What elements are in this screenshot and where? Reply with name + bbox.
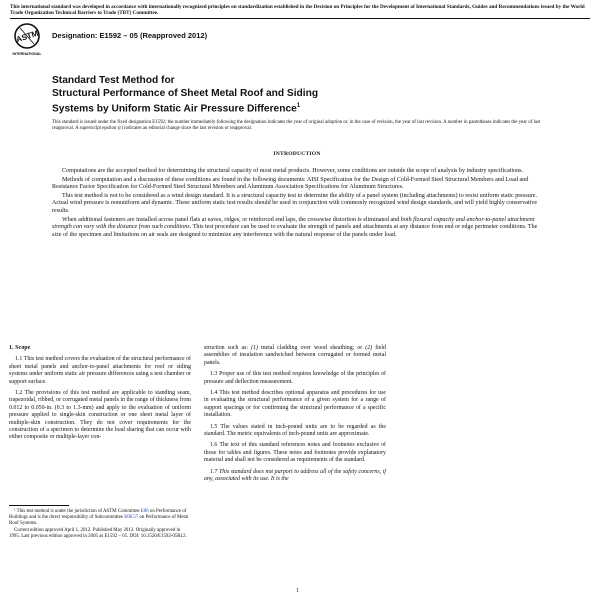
scope-paragraph: 1.7 This standard does not purport to address all of the safety concerns, if any, associated with its use. It is the <box>204 468 386 483</box>
intro-paragraph: Computations are the accepted method for determining the structural capacity of most metal products. However, some conditions are outside the scope of analysis by industry specifications. <box>62 168 524 174</box>
title-line-1: Standard Test Method for <box>52 75 175 86</box>
title-line-3: Systems by Uniform Static Air Pressure Difference$^1$ <box>52 103 301 115</box>
logo-text: ASTM <box>14 28 40 45</box>
footnote-edition: Current edition approved April 1, 2012. Published May 2012. Originally approved in 1995. Last previous edition approved in 2005 as E1592 – 05. DOI: 10.1520/E1592-05R12. <box>9 528 187 540</box>
committee-link[interactable]: E06 <box>140 509 149 514</box>
intro-paragraph: When additional fasteners are installed across panel flats at eaves, ridges, or reinforced end laps, the crosswise distortion is eliminated and both flexural capacity and anchor-to-panel attachment strength can vary with the distance from such conditions. This test procedure can be used to evaluate the strength of panels and attachments at any distance from end or edge perimeter conditions. The size of the specimen and limitations on air seals are designed to minimize any interference with the natural response of the panels under load. <box>52 216 538 238</box>
title-footnote-mark: 1 <box>296 103 301 110</box>
subcommittee-link[interactable]: E06.57 <box>124 515 139 521</box>
intro-paragraph: Methods of computation and a discussion of these conditions are found in the following documents: AISI Specification for the Design of Cold-Formed Steel Structural Members and Load and Resistance Factor Specification for Cold-Formed Steel Structural Members and Aluminum Association Specifications for Aluminum Structures. <box>52 176 529 191</box>
scope-heading: 1. Scope <box>9 345 31 351</box>
right-column <box>204 345 386 488</box>
designation: Designation: E1592 – 05 (Reapproved 2012) <box>52 31 208 40</box>
scope-paragraph: 1.3 Proper use of this test method requires knowledge of the principles of pressure and deflection measurement. <box>204 371 386 385</box>
astm-logo <box>12 21 42 59</box>
scope-paragraph: 1.2 The provisions of this test method are applicable to standing seam, trapezoidal, ribbed, or corrugated metal panels in the range of thickness from 0.012 to 0.050-in. (0.3 to 1.3-mm) and apply to the evaluation of uniform pressure applied to single-skin construction or one sheet metal layer of multiple-skin construction. They do not cover requirements for the construction of a specimen to determine the load sharing that can occur with either composite or multiple-layer con- <box>9 390 191 441</box>
wto-notice: This international standard was developed in accordance with internationally recognized principles on standardization established in the Decision on Principles for the Development of International Standards, Guides and Recommendations issued by the World Trade Organization Technical Barriers to Trade (TBT) Committee. <box>10 4 585 17</box>
left-column <box>9 345 191 446</box>
standard-title <box>52 75 412 116</box>
footnote-jurisdiction: ¹ This test method is under the jurisdiction of ASTM Committee E06 on Performance of Buildings and is the direct responsibility of Subcommittee E06.57 on Performance of Metal Roof Systems. <box>9 509 189 527</box>
scope-paragraph: 1.1 This test method covers the evaluation of the structural performance of sheet metal panels and anchor-to-panel attachments for roof or siding systems under uniform static air pressure differences using a test chamber or support surface. <box>9 356 191 385</box>
introduction-body <box>52 168 542 240</box>
title-line-2: Structural Performance of Sheet Metal Roof and Siding <box>52 87 319 99</box>
page-number: 1 <box>296 588 299 594</box>
header-rule <box>10 18 590 19</box>
introduction-heading: INTRODUCTION <box>273 151 321 157</box>
scope-paragraph: 1.5 The values stated in inch-pound units are to be regarded as the standard. The metric equivalents of inch-pound units are approximate. <box>204 423 386 438</box>
issued-note: This standard is issued under the fixed designation E1592; the number immediately following the designation indicates the year of original adoption or, in the case of revision, the year of last revision. A number in parentheses indicates the year of last reapproval. A superscript epsilon (ε) indicates an editorial change since the last revision or reapproval. <box>52 120 541 132</box>
intro-paragraph: This test method is not to be considered as a wind design standard. It is a structural capacity test to determine the ability of a panel system (including attachments) to resist uniform static pressure. Actual wind pressure is nonuniform and dynamic. These uniform static test results should be used in conjunction with commonly recognized wind design standards, and will yield highly conservative results. <box>52 192 538 214</box>
scope-continuation: struction such as: (1) metal cladding over wood sheathing; or (2) field assemblies of insulation sandwiched between corrugated or formed metal panels. <box>204 345 386 366</box>
scope-paragraph: 1.4 This test method describes optional apparatus and procedures for use in evaluating the structural performance of a given system for a range of support spacings or for confirming the structural performance of a specific installation. <box>204 390 386 419</box>
logo-subtext: INTERNATIONAL <box>12 52 42 56</box>
footnote-rule <box>9 505 69 506</box>
footnotes <box>9 509 191 541</box>
scope-paragraph: 1.6 The text of this standard references notes and footnotes exclusive of those for tables and figures. These notes and footnotes provide explanatory material and shall not be considered as requirements of the standard. <box>204 442 386 464</box>
